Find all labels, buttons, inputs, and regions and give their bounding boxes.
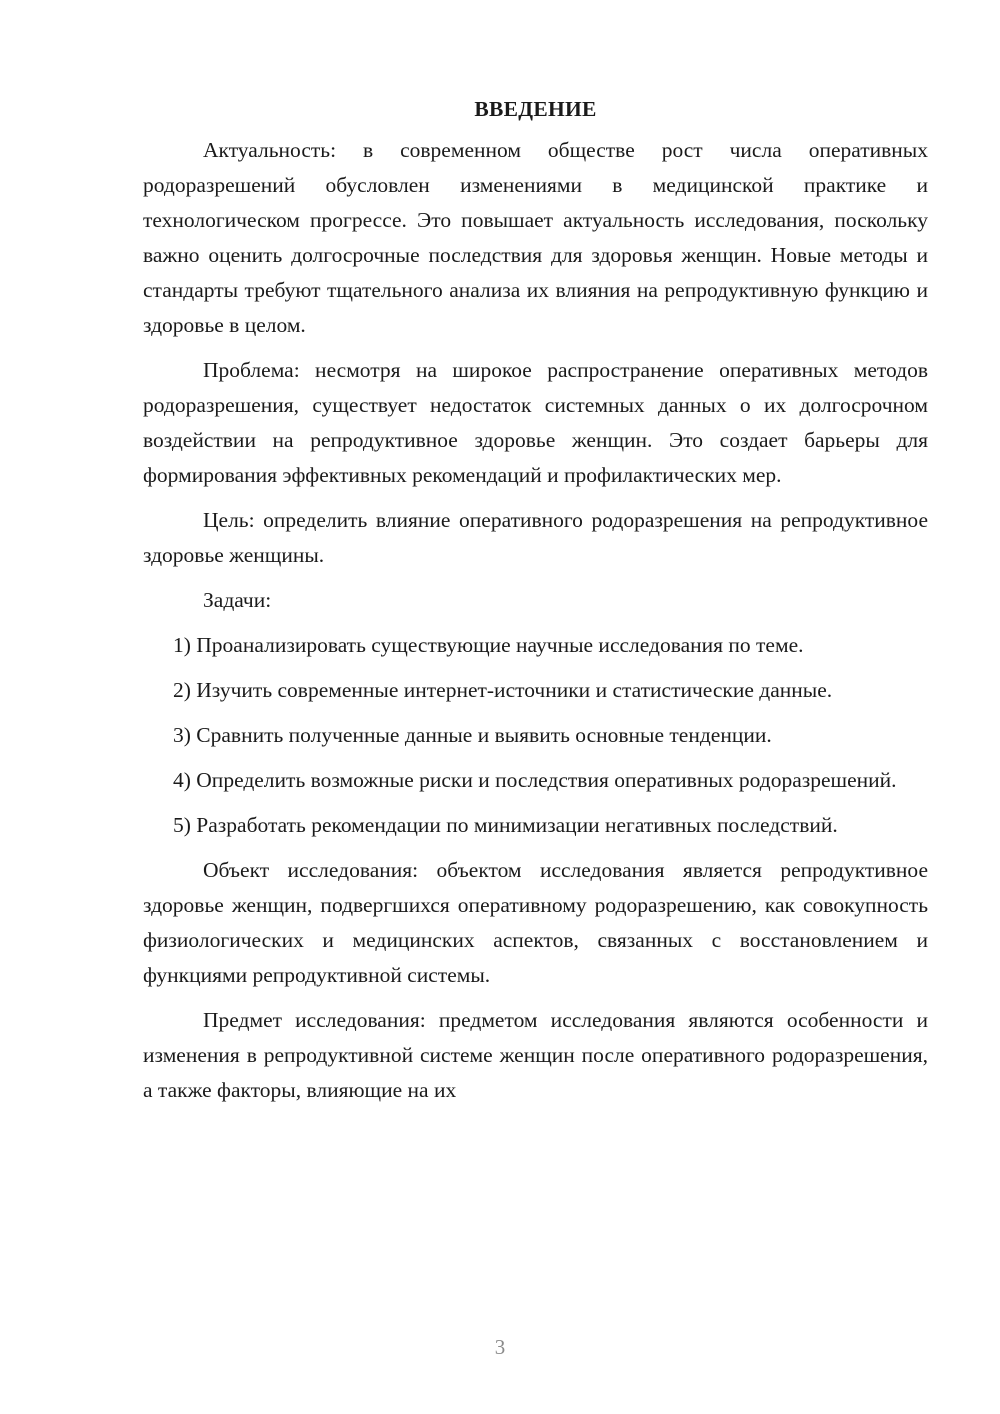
relevance-paragraph: Актуальность: в современном обществе рост числа оперативных родоразрешений обусловлен изменениями в медицинской практике и технологическом прогрессе. Это повышает актуальность исследования, поскольку важно оценить долгосрочные последствия для здоровья женщин. Новые методы и стандарты требуют тщательного анализа их влияния на репродуктивную функцию и здоровье в целом. bbox=[143, 138, 928, 337]
problem-paragraph: Проблема: несмотря на широкое распространение оперативных методов родоразрешения, существует недостаток системных данных о их долгосрочном воздействии на репродуктивное здоровье женщин. Это создает барьеры для формирования эффективных рекомендаций и профилактических мер. bbox=[143, 358, 928, 487]
goal-paragraph: Цель: определить влияние оперативного родоразрешения на репродуктивное здоровье женщины. bbox=[143, 508, 928, 567]
subject-paragraph: Предмет исследования: предметом исследования являются особенности и изменения в репродуктивной системе женщин после оперативного родоразрешения, а также факторы, влияющие на их bbox=[143, 1008, 928, 1102]
task-item: 5) Разработать рекомендации по минимизации негативных последствий. bbox=[173, 813, 838, 837]
section-title: ВВЕДЕНИЕ bbox=[474, 97, 597, 121]
task-item: 4) Определить возможные риски и последствия оперативных родоразрешений. bbox=[173, 768, 897, 792]
task-item: 3) Сравнить полученные данные и выявить основные тенденции. bbox=[173, 723, 772, 747]
page-number: 3 bbox=[494, 1335, 506, 1359]
object-paragraph: Объект исследования: объектом исследования является репродуктивное здоровье женщин, подвергшихся оперативному родоразрешению, как совокупность физиологических и медицинских аспектов, связанных с восстановлением и функциями репродуктивной системы. bbox=[143, 858, 928, 987]
task-item: 2) Изучить современные интернет-источники и статистические данные. bbox=[173, 678, 833, 702]
page-content bbox=[143, 92, 928, 1118]
tasks-heading: Задачи: bbox=[203, 588, 272, 612]
task-item: 1) Проанализировать существующие научные исследования по теме. bbox=[173, 633, 804, 657]
